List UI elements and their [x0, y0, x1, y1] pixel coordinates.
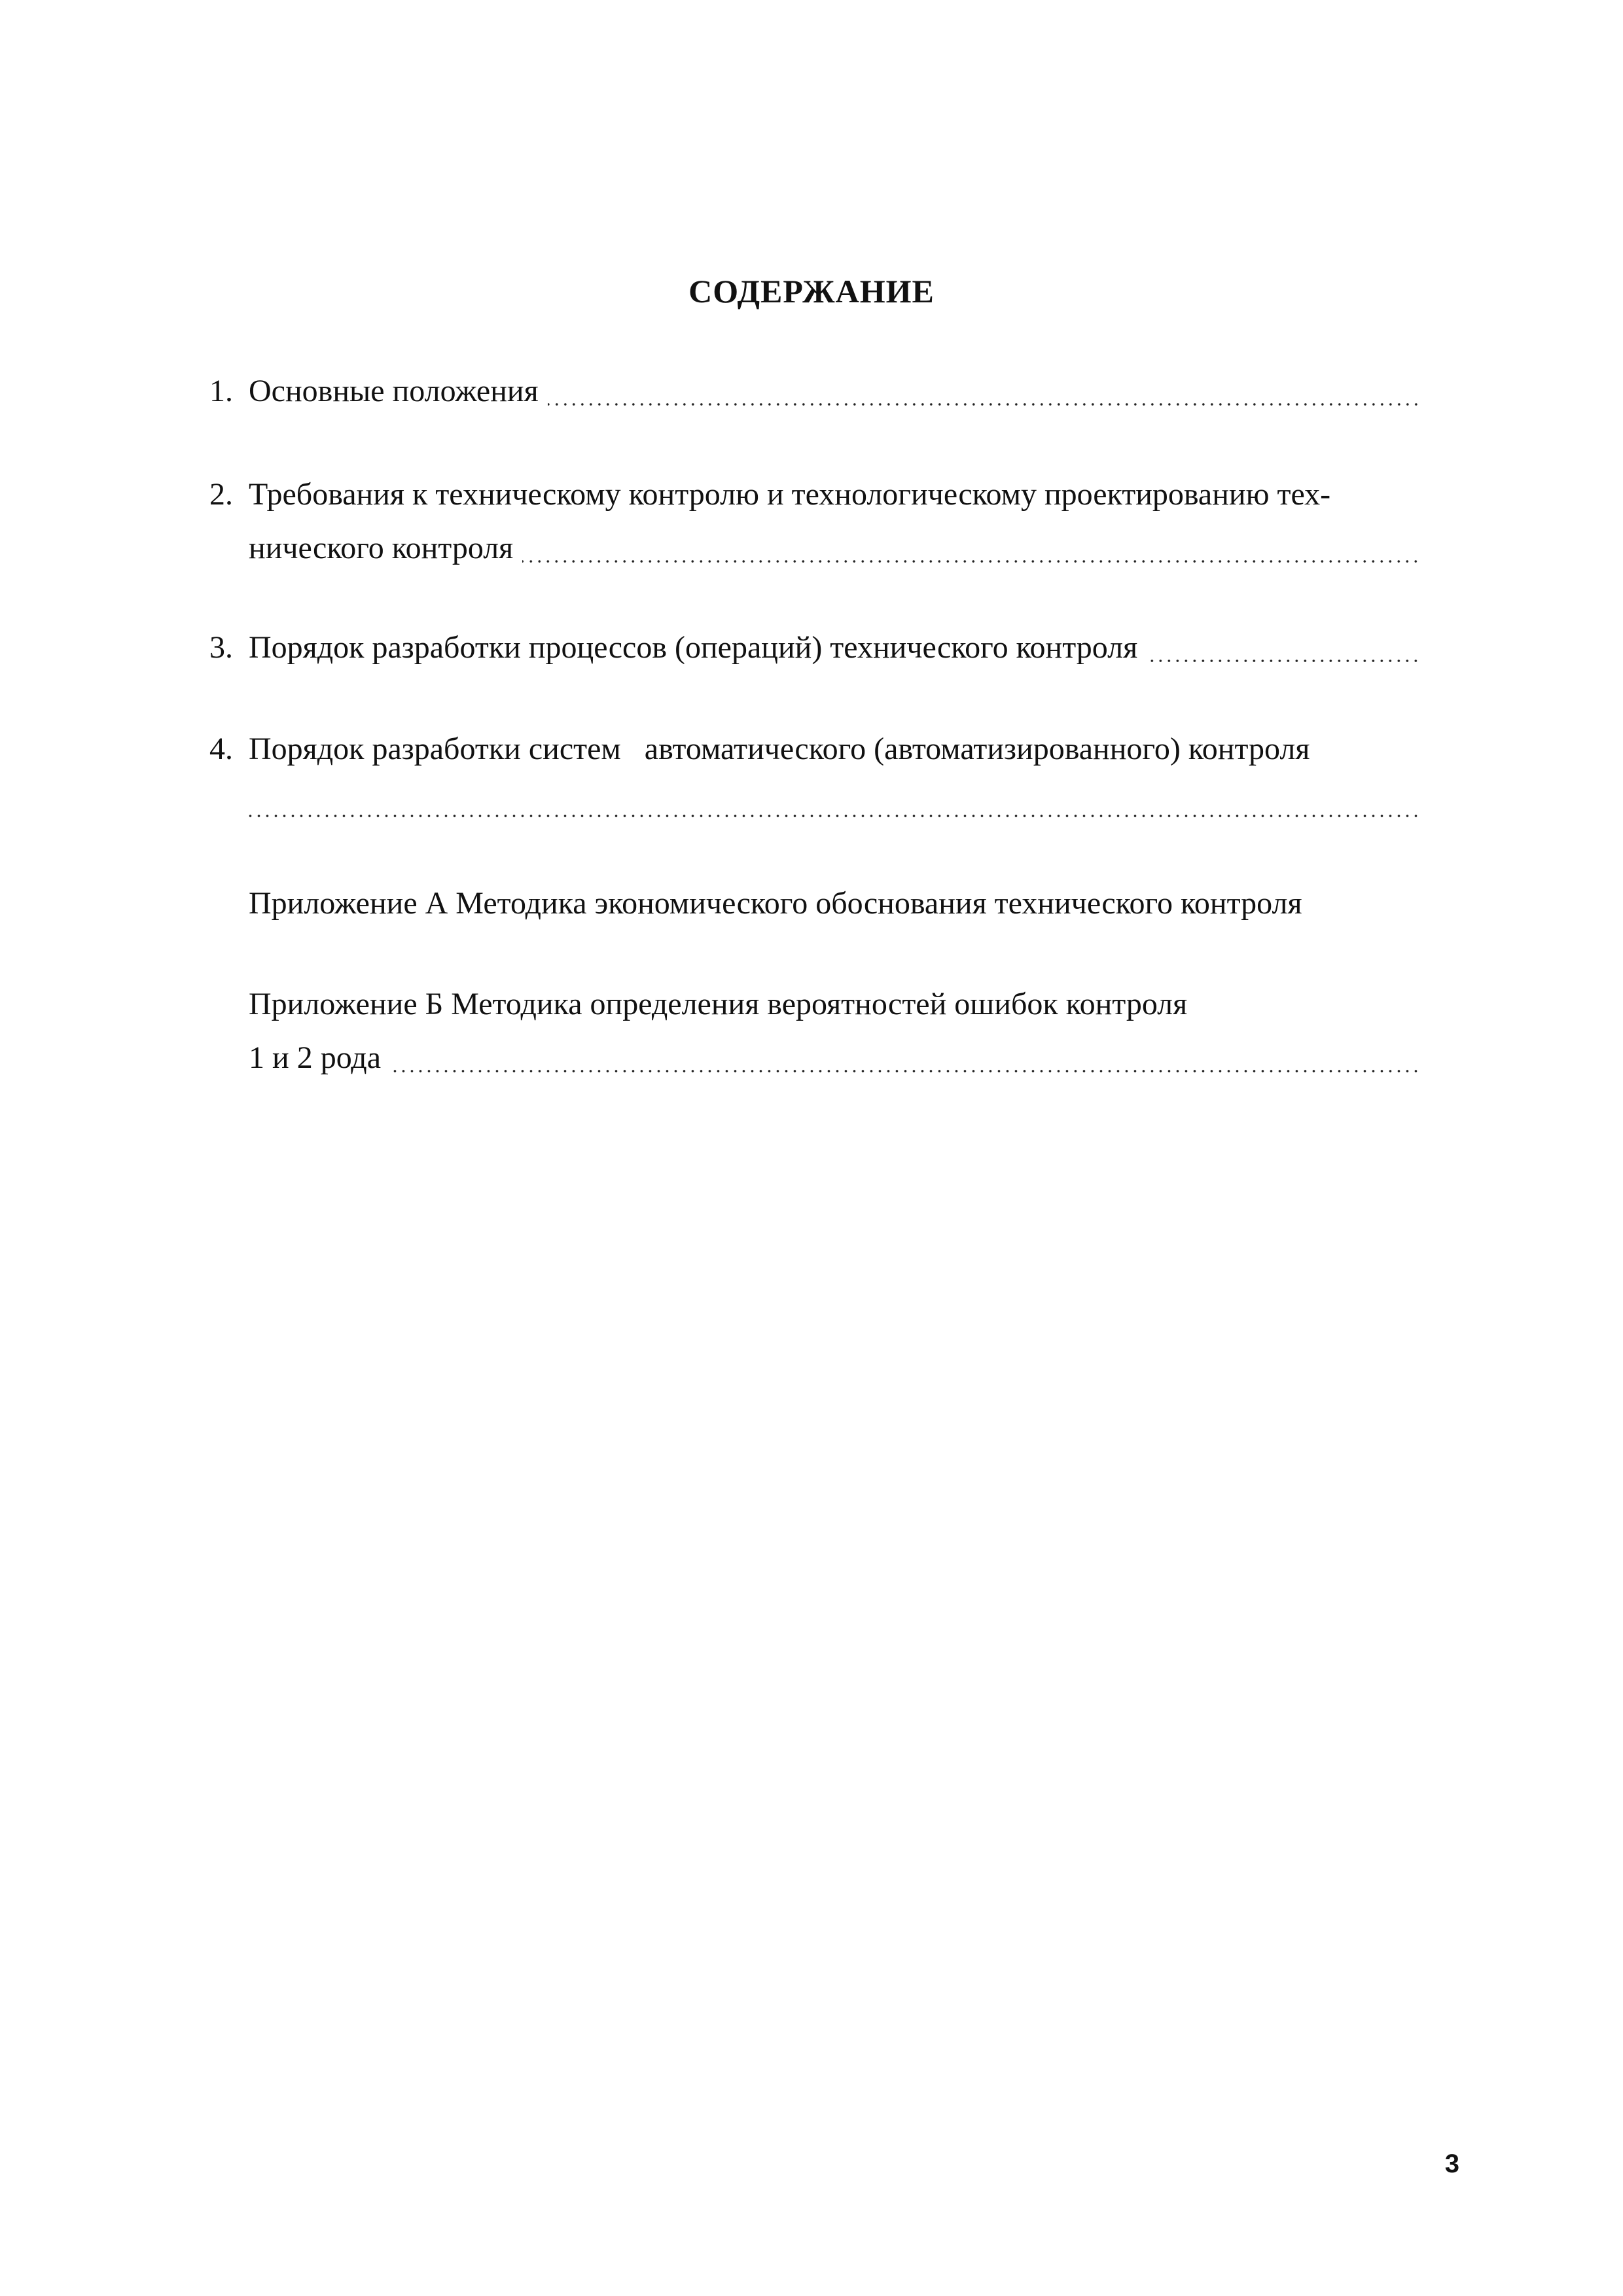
page-number: 3: [1444, 2149, 1459, 2178]
toc-item-text: Порядок разработки систем автоматического (автоматизированного) контроля: [249, 732, 1310, 766]
toc-item-text: Требования к техническому контролю и технологическому проектированию тех-: [249, 477, 1331, 512]
toc-appendix-b-continuation: [209, 1035, 1420, 1081]
toc-item-2-continuation: [209, 525, 1420, 571]
dot-leader: [522, 525, 1420, 571]
toc-item-text: Приложение Б Методика определения вероятностей ошибок контроля: [249, 987, 1188, 1021]
toc-item-text: нического контроля: [249, 531, 514, 565]
toc-item-number: 4.: [209, 732, 233, 766]
dot-leader: [548, 368, 1420, 414]
toc-item-4-continuation: [209, 780, 1420, 826]
toc-appendix-b: [209, 981, 1420, 1027]
toc-item-text: 1 и 2 рода: [249, 1040, 382, 1075]
toc-item-2: [209, 472, 1420, 518]
dot-leader: [1147, 625, 1420, 671]
toc-item-1: [209, 368, 1420, 414]
page-title: СОДЕРЖАНИЕ: [688, 273, 935, 309]
dot-leader: [390, 1035, 1420, 1081]
toc-item-number: 3.: [209, 630, 233, 665]
toc-item-number: 1.: [209, 374, 233, 408]
toc-item-3: [209, 625, 1420, 671]
dot-leader: [249, 780, 1420, 826]
toc-item-text: Основные положения: [249, 374, 539, 408]
toc-appendix-a: [209, 881, 1420, 927]
toc-item-number: 2.: [209, 477, 233, 512]
toc-item-4: [209, 726, 1420, 772]
toc-item-text: Порядок разработки процессов (операций) технического контроля: [249, 630, 1138, 665]
toc-item-text: Приложение А Методика экономического обоснования технического контроля: [249, 886, 1302, 921]
